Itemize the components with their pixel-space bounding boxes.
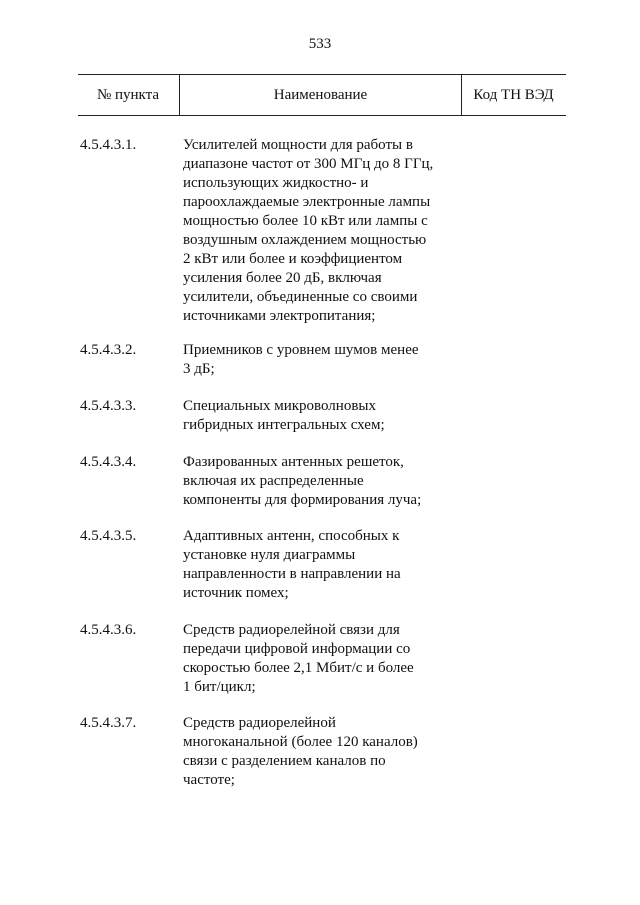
item-text: Средств радиорелейной связи для передачи цифровой информации со скоростью более 2,1 Мбит/с и более 1 бит/цикл;	[183, 622, 414, 695]
table-header	[78, 74, 566, 116]
item-text: Средств радиорелейной многоканальной (более 120 каналов) связи с разделением каналов по частоте;	[183, 715, 418, 788]
item-text: Приемников с уровнем шумов менее 3 дБ;	[183, 342, 419, 377]
item-text: Фазированных антенных решеток, включая их распределенные компоненты для формирования луча;	[183, 454, 422, 508]
page-number: 533	[308, 36, 332, 52]
item-text: Адаптивных антенн, способных к установке нуля диаграммы направленности в направлении на источник помех;	[183, 528, 401, 601]
header-name: Наименование	[179, 75, 462, 115]
item-text: Специальных микроволновых гибридных интегральных схем;	[183, 398, 385, 433]
item-text: Усилителей мощности для работы в диапазоне частот от 300 МГц до 8 ГГц, использующих жидкостно- и пароохлаждаемые электронные лампы мощностью более 10 кВт или лампы с воздушным охлаждением мощностью 2 кВт или более и коэффициентом усиления более 20 дБ, включая усилители, объединенные со своими источниками электропитания;	[183, 137, 434, 324]
item-number: 4.5.4.3.5.	[80, 528, 137, 544]
item-number: 4.5.4.3.1.	[80, 137, 137, 153]
item-number: 4.5.4.3.6.	[80, 622, 137, 638]
item-number: 4.5.4.3.4.	[80, 454, 137, 470]
header-code: Код ТН ВЭД	[473, 87, 554, 103]
item-number: 4.5.4.3.3.	[80, 398, 137, 414]
item-number: 4.5.4.3.7.	[80, 715, 137, 731]
header-item-number: № пункта	[96, 87, 160, 103]
item-number: 4.5.4.3.2.	[80, 342, 137, 358]
